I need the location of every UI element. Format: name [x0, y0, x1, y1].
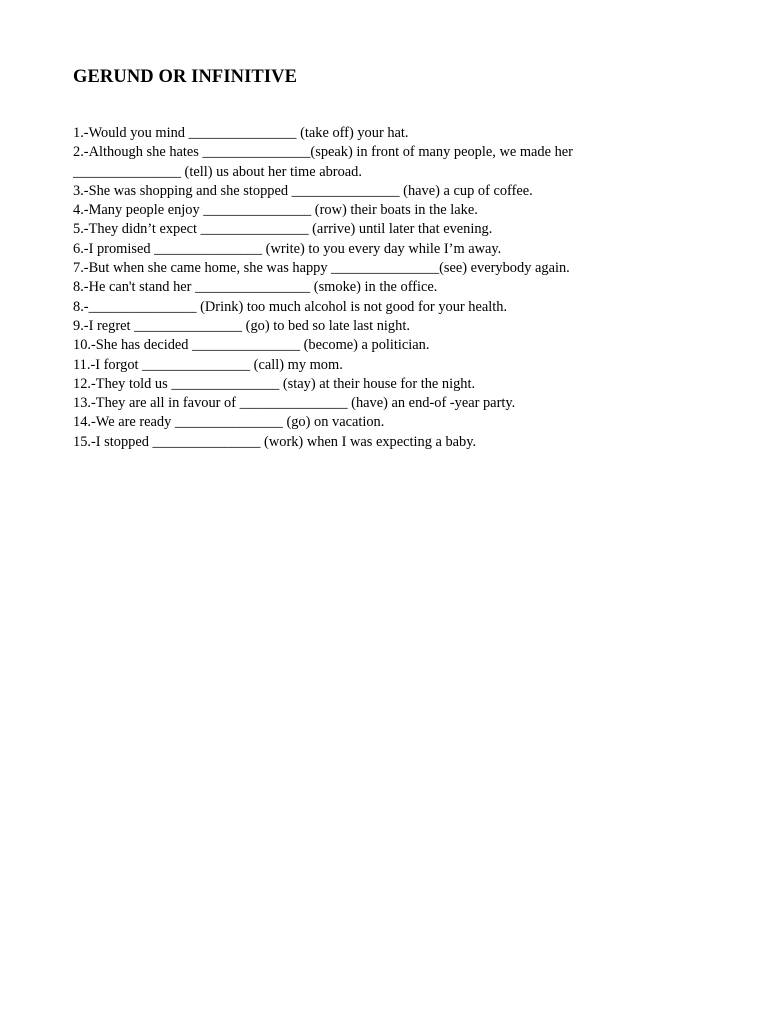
exercise-line: 5.-They didn’t expect _______________ (arrive) until later that evening.: [73, 221, 493, 238]
exercise-line: 14.-We are ready _______________ (go) on vacation.: [73, 414, 385, 431]
exercise-line: 3.-She was shopping and she stopped _______________ (have) a cup of coffee.: [73, 182, 533, 199]
document-title: GERUND OR INFINITIVE: [73, 67, 298, 87]
exercise-line: 15.-I stopped _______________ (work) when I was expecting a baby.: [73, 433, 477, 450]
exercise-line: 2.-Although she hates _______________(speak) in front of many people, we made her: [73, 144, 573, 161]
exercise-line: 1.-Would you mind _______________ (take off) your hat.: [73, 125, 409, 141]
exercise-line: 10.-She has decided _______________ (become) a politician.: [73, 337, 430, 354]
exercise-line: 8.-_______________ (Drink) too much alcohol is not good for your health.: [73, 298, 508, 315]
exercise-line: 11.-I forgot _______________ (call) my mom.: [73, 356, 343, 373]
exercise-line: _______________ (tell) us about her time abroad.: [73, 163, 362, 180]
exercise-line: 8.-He can't stand her ________________ (smoke) in the office.: [73, 279, 438, 296]
exercise-line: 6.-I promised _______________ (write) to you every day while I’m away.: [73, 240, 502, 257]
exercise-line: 7.-But when she came home, she was happy _______________(see) everybody again.: [73, 260, 570, 277]
exercise-list: [73, 124, 693, 452]
exercise-line: 4.-Many people enjoy _______________ (row) their boats in the lake.: [73, 202, 478, 219]
exercise-line: 13.-They are all in favour of _______________ (have) an end-of -year party.: [73, 395, 516, 412]
exercise-line: 9.-I regret _______________ (go) to bed so late last night.: [73, 317, 410, 334]
exercise-line: 12.-They told us _______________ (stay) at their house for the night.: [73, 375, 476, 392]
